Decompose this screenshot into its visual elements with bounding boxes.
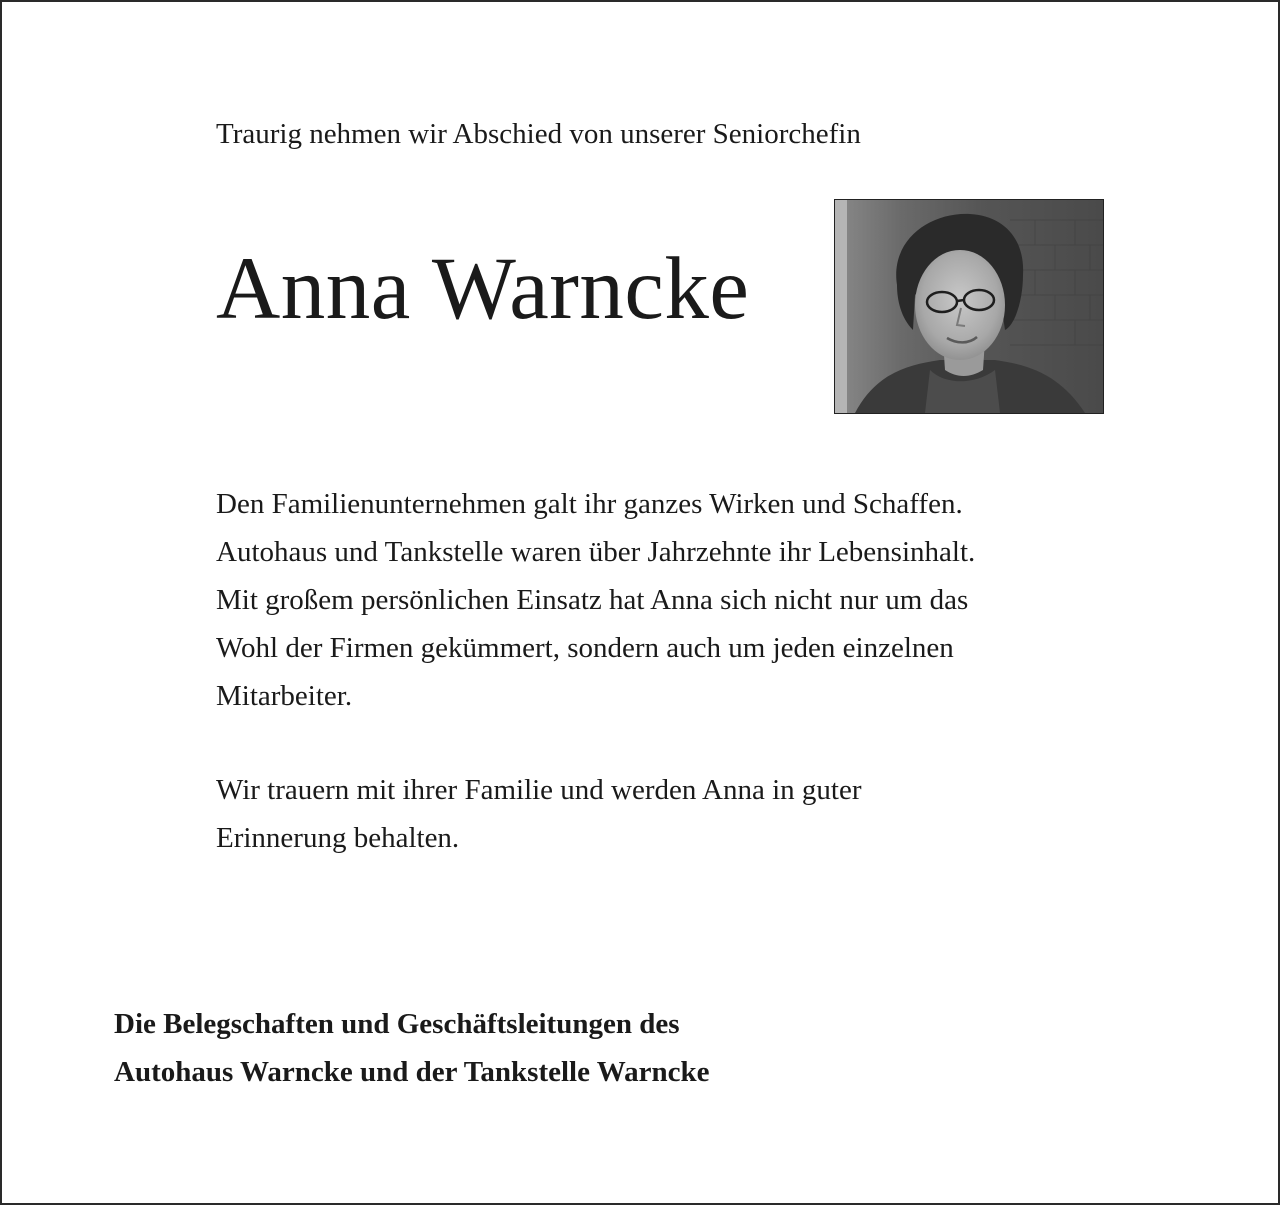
text-line: Mitarbeiter. [216,680,353,712]
deceased-name: Anna Warncke [216,240,750,338]
text-line: Autohaus und Tankstelle waren über Jahrzehnte ihr Lebensinhalt. [216,536,976,568]
signature-block [114,1000,709,1096]
portrait-image [835,200,1103,413]
text-line: Mit großem persönlichen Einsatz hat Anna sich nicht nur um das [216,584,969,616]
tribute-paragraph-1 [216,480,1116,720]
tribute-text [216,480,1116,862]
text-line: Wir trauern mit ihrer Familie und werden Anna in guter [216,774,862,806]
signature-line: Die Belegschaften und Geschäftsleitungen des [114,1008,680,1040]
text-line: Wohl der Firmen gekümmert, sondern auch um jeden einzelnen [216,632,954,664]
text-line: Den Familienunternehmen galt ihr ganzes Wirken und Schaffen. [216,488,963,520]
portrait-photo [834,199,1104,414]
text-line: Erinnerung behalten. [216,822,460,854]
intro-line: Traurig nehmen wir Abschied von unserer Seniorchefin [216,118,861,150]
tribute-paragraph-2 [216,766,1116,862]
signature-line: Autohaus Warncke und der Tankstelle Warncke [114,1056,710,1088]
